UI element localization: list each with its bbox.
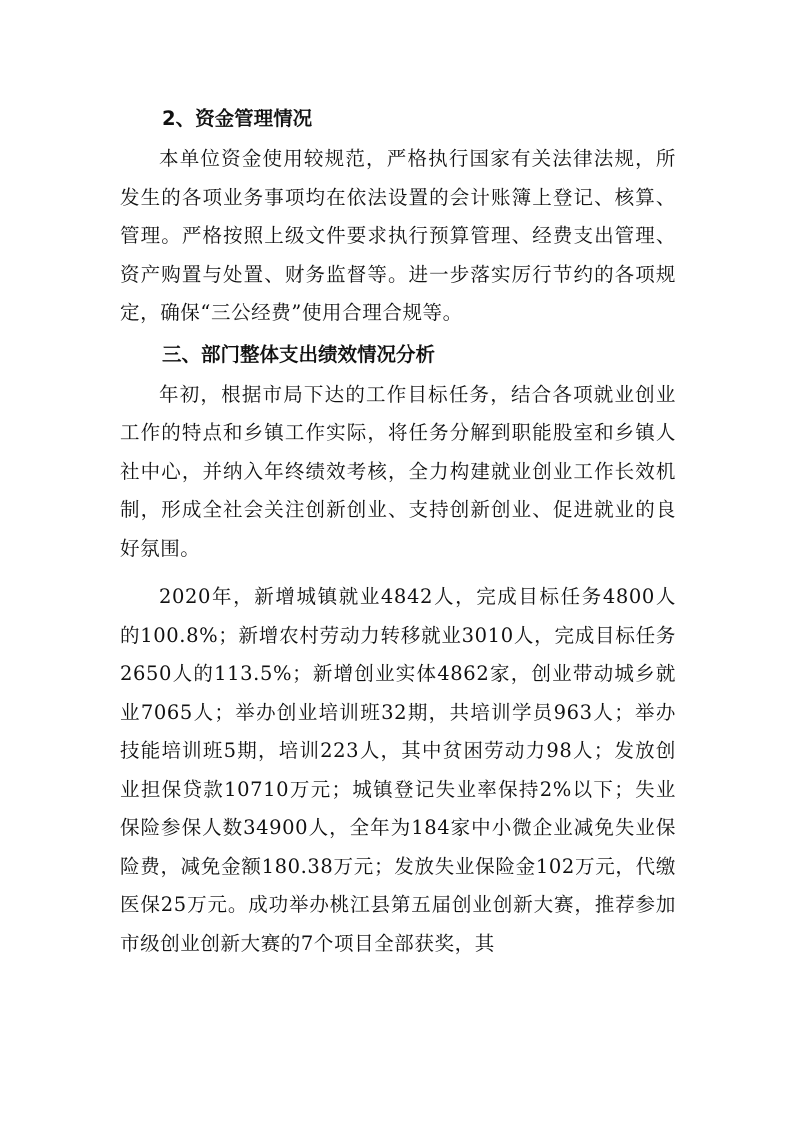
performance-paragraph-results: 2020年，新增城镇就业4842人，完成目标任务4800人的100.8%；新增农村劳动力转移就业3010人，完成目标任务2650人的113.5%；新增创业实体4862家，创业带动城乡就业7065人；举办创业培训班32期，共培训学员963人；举办技能培训班5期，培训223人，其中贫困劳动力98人；发放创业担保贷款10710万元；城镇登记失业率保持2%以下；失业保险参保人数34900人，全年为184家中小微企业减免失业保险费，减免金额180.38万元；发放失业保险金102万元，代缴医保25万元。成功举办桃江县第五届创业创新大赛，推荐参加市级创业创新大赛的7个项目全部获奖，其 — [120, 585, 676, 955]
performance-paragraph-intro: 年初，根据市局下达的工作目标任务，结合各项就业创业工作的特点和乡镇工作实际，将任务分解到职能股室和乡镇人社中心，并纳入年终绩效考核，全力构建就业创业工作长效机制，形成全社会关注创新创业、支持创新创业、促进就业的良好氛围。 — [120, 382, 676, 560]
spacer — [120, 568, 676, 578]
funds-management-heading: 2、资金管理情况 — [162, 107, 313, 130]
performance-analysis-heading: 三、部门整体支出绩效情况分析 — [162, 342, 436, 366]
document-body — [120, 101, 676, 963]
funds-management-paragraph: 本单位资金使用较规范，严格执行国家有关法律法规，所发生的各项业务事项均在依法设置的会计账簿上登记、核算、管理。严格按照上级文件要求执行预算管理、经费支出管理、资产购置与处置、财务监督等。进一步落实厉行节约的各项规定，确保“三公经费”使用合理合规等。 — [120, 147, 676, 324]
